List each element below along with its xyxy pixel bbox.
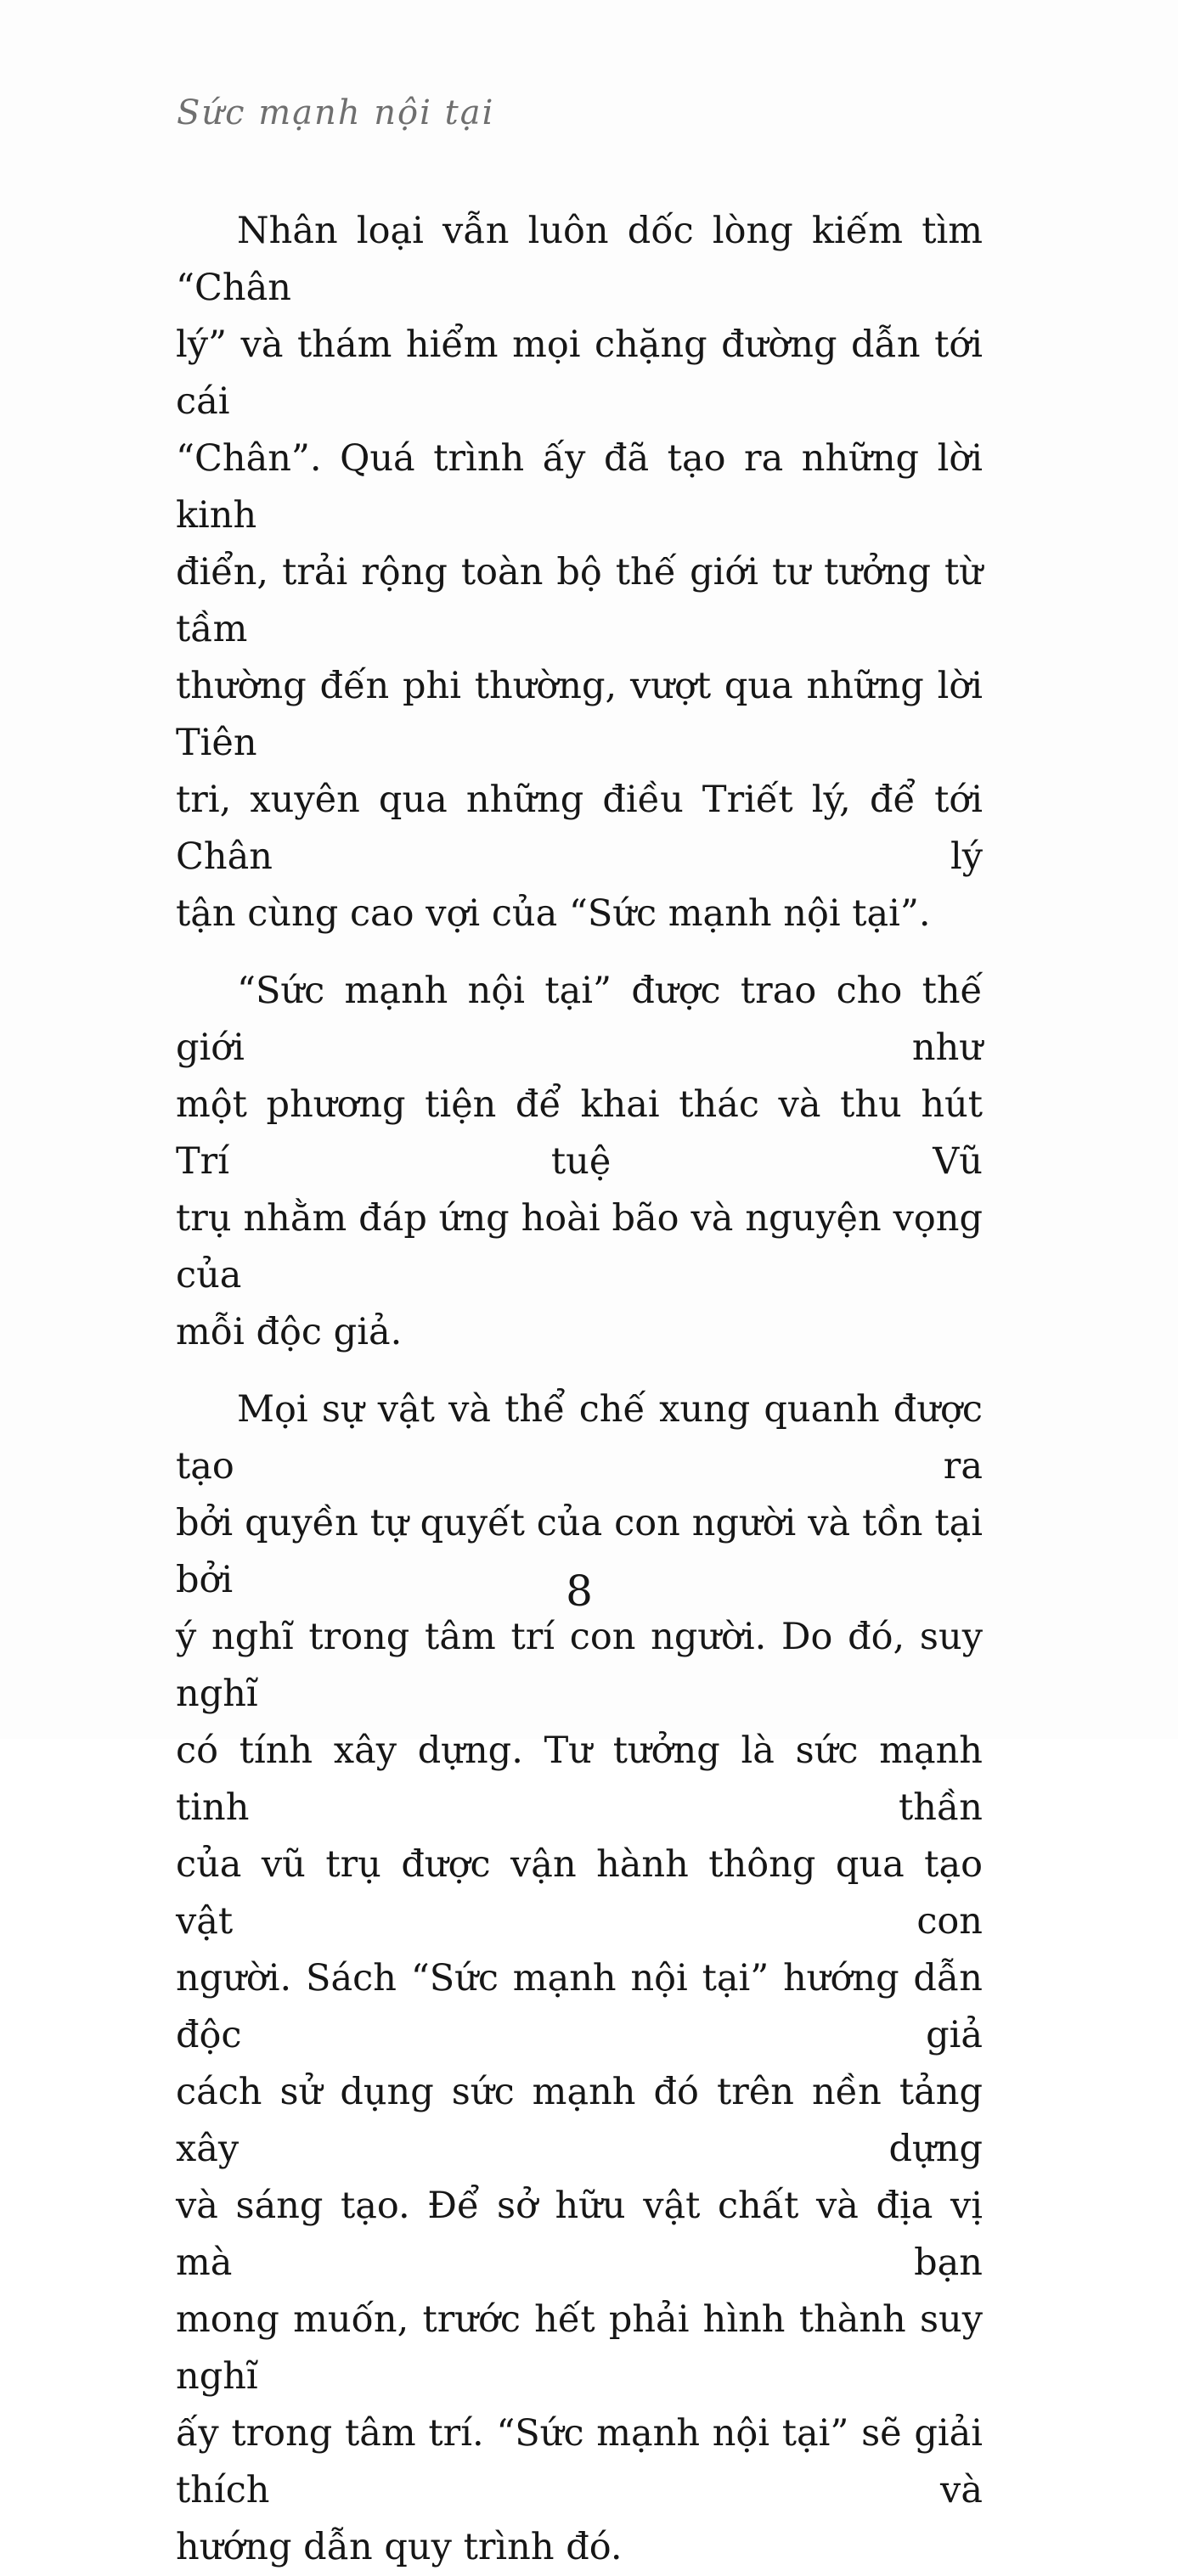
- text-line: thường đến phi thường, vượt qua những lời Tiên: [176, 665, 983, 764]
- text-line: ý nghĩ trong tâm trí con người. Do đó, suy nghĩ: [176, 1616, 983, 1715]
- body-text: [176, 203, 983, 2576]
- text-line: điển, trải rộng toàn bộ thế giới tư tưởng từ tầm: [176, 551, 983, 650]
- text-line: cách sử dụng sức mạnh đó trên nền tảng xây dựng: [176, 2071, 983, 2170]
- text-line: “Chân”. Quá trình ấy đã tạo ra những lời kinh: [176, 437, 983, 537]
- text-line: mỗi độc giả.: [176, 1311, 403, 1353]
- text-line: và sáng tạo. Để sở hữu vật chất và địa vị mà bạn: [176, 2185, 983, 2284]
- paragraph-3: [176, 1381, 983, 2576]
- text-line: tận cùng cao vợi của “Sức mạnh nội tại”.: [176, 892, 931, 935]
- text-line: của vũ trụ được vận hành thông qua tạo vật con: [176, 1843, 983, 1943]
- text-line: ấy trong tâm trí. “Sức mạnh nội tại” sẽ giải thích và: [176, 2412, 983, 2511]
- paragraph-1: [176, 203, 983, 942]
- page-number: 8: [566, 1566, 593, 1616]
- paragraph-2: [176, 963, 983, 1361]
- text-line: có tính xây dựng. Tư tưởng là sức mạnh tinh thần: [176, 1730, 983, 1829]
- text-line: bởi quyền tự quyết của con người và tồn tại bởi: [176, 1502, 983, 1601]
- text-line: Mọi sự vật và thể chế xung quanh được tạo ra: [176, 1388, 983, 1488]
- text-line: mong muốn, trước hết phải hình thành suy nghĩ: [176, 2298, 983, 2398]
- text-line: hướng dẫn quy trình đó.: [176, 2526, 623, 2568]
- text-line: lý” và thám hiểm mọi chặng đường dẫn tới cái: [176, 323, 983, 423]
- running-header-title: Sức mạnh nội tại: [177, 93, 495, 132]
- text-line: một phương tiện để khai thác và thu hút Trí tuệ Vũ: [176, 1083, 983, 1183]
- text-line: trụ nhằm đáp ứng hoài bão và nguyện vọng của: [176, 1197, 983, 1296]
- text-line: “Sức mạnh nội tại” được trao cho thế giới như: [176, 970, 983, 1069]
- text-line: Nhân loại vẫn luôn dốc lòng kiếm tìm “Chân: [176, 210, 983, 309]
- text-line: tri, xuyên qua những điều Triết lý, để tới Chân lý: [176, 779, 983, 878]
- text-line: người. Sách “Sức mạnh nội tại” hướng dẫn độc giả: [176, 1957, 983, 2056]
